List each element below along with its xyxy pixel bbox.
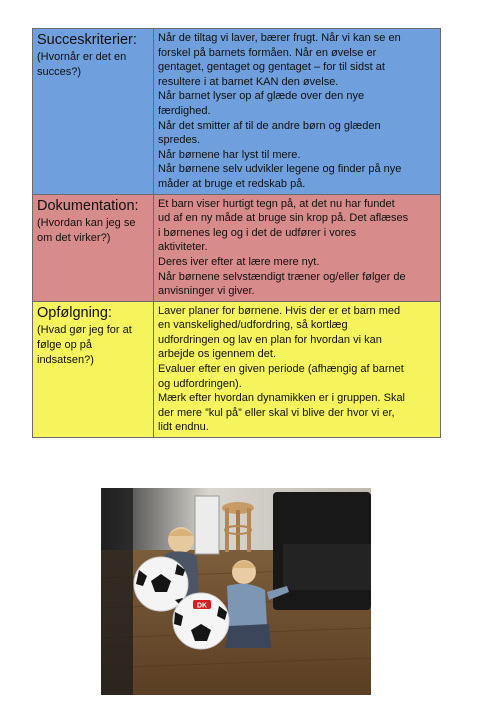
text-line: lidt endnu. xyxy=(158,421,209,434)
text-line: og udfordringen). xyxy=(158,377,242,390)
ball-logo: DK xyxy=(196,602,208,610)
text-line: Når børnene selv udvikler legene og finder på nye xyxy=(158,163,402,176)
plan-table xyxy=(32,28,441,438)
row-heading-cell xyxy=(33,29,154,195)
row-text-cell xyxy=(154,194,441,301)
text-line: ud af en ny måde at bruge sin krop på. Det aflæses xyxy=(158,212,409,225)
text-line: udfordringen og lav en plan for hvordan vi kan xyxy=(158,333,382,346)
row-question: (Hvornår er det en succes?) xyxy=(37,51,127,78)
table-row-dokumentation xyxy=(33,194,441,301)
text-line: spredes. xyxy=(158,134,201,147)
text-line: Laver planer for børnene. Hvis der er et barn med xyxy=(158,304,401,317)
text-line: måder at bruge et redskab på. xyxy=(158,177,306,190)
table-row-opfolgning xyxy=(33,301,441,437)
text-line: Evaluer efter en given periode (afhængig af barnet xyxy=(158,363,404,376)
text-line: Når børnene har lyst til mere. xyxy=(158,148,301,161)
dark-door-edge xyxy=(101,488,133,695)
row-heading-cell xyxy=(33,301,154,437)
text-line: Deres iver efter at lære mere nyt. xyxy=(158,255,320,268)
text-line: Et barn viser hurtigt tegn på, at det nu har fundet xyxy=(158,197,395,210)
text-line: aktiviteter. xyxy=(158,241,208,254)
text-line: Mærk efter hvordan dynamikken er i gruppen. Skal xyxy=(158,392,406,405)
white-chair xyxy=(195,496,219,554)
row-question: (Hvad gør jeg for at følge op på indsatsen?) xyxy=(37,323,132,366)
children-playing-photo xyxy=(101,488,371,695)
text-line: Når barnet lyser op af glæde over den nye xyxy=(158,90,365,103)
row-heading: Dokumentation: xyxy=(37,197,139,214)
row-text-cell xyxy=(154,301,441,437)
text-line: Når de tiltag vi laver, bærer frugt. Når vi kan se en xyxy=(158,32,401,44)
text-line: Når børnene selvstændigt træner og/eller følger de xyxy=(158,270,406,283)
text-line: arbejde os igennem det. xyxy=(158,348,277,361)
wooden-stools xyxy=(222,502,254,552)
row-heading: Succeskriterier: xyxy=(37,32,137,48)
soccer-ball-front xyxy=(173,593,229,649)
photo-illustration xyxy=(101,488,371,695)
row-text-cell xyxy=(154,29,441,195)
table-row-succeskriterier xyxy=(33,29,441,195)
row-question: (Hvordan kan jeg se om det virker?) xyxy=(37,216,136,244)
row-heading: Opfølgning: xyxy=(37,304,112,321)
text-line: anvisninger vi giver. xyxy=(158,285,255,298)
text-line: forskel på barnets formåen. Når en øvelse er xyxy=(158,46,377,59)
text-line: der mere ”kul på” eller skal vi blive der hvor vi er, xyxy=(158,406,395,419)
text-line: en vanskelighed/udfordring, så kortlæg xyxy=(158,319,348,332)
text-line: Når det smitter af til de andre børn og glæden xyxy=(158,119,381,132)
text-line: resultere i at barnet KAN den øvelse. xyxy=(158,75,339,88)
row-heading-cell xyxy=(33,194,154,301)
text-line: gentaget, gentaget og gentaget – for til sidst at xyxy=(158,61,385,74)
text-line: færdighed. xyxy=(158,104,211,117)
text-line: i børnenes leg og i det de udfører i vores xyxy=(158,226,357,239)
